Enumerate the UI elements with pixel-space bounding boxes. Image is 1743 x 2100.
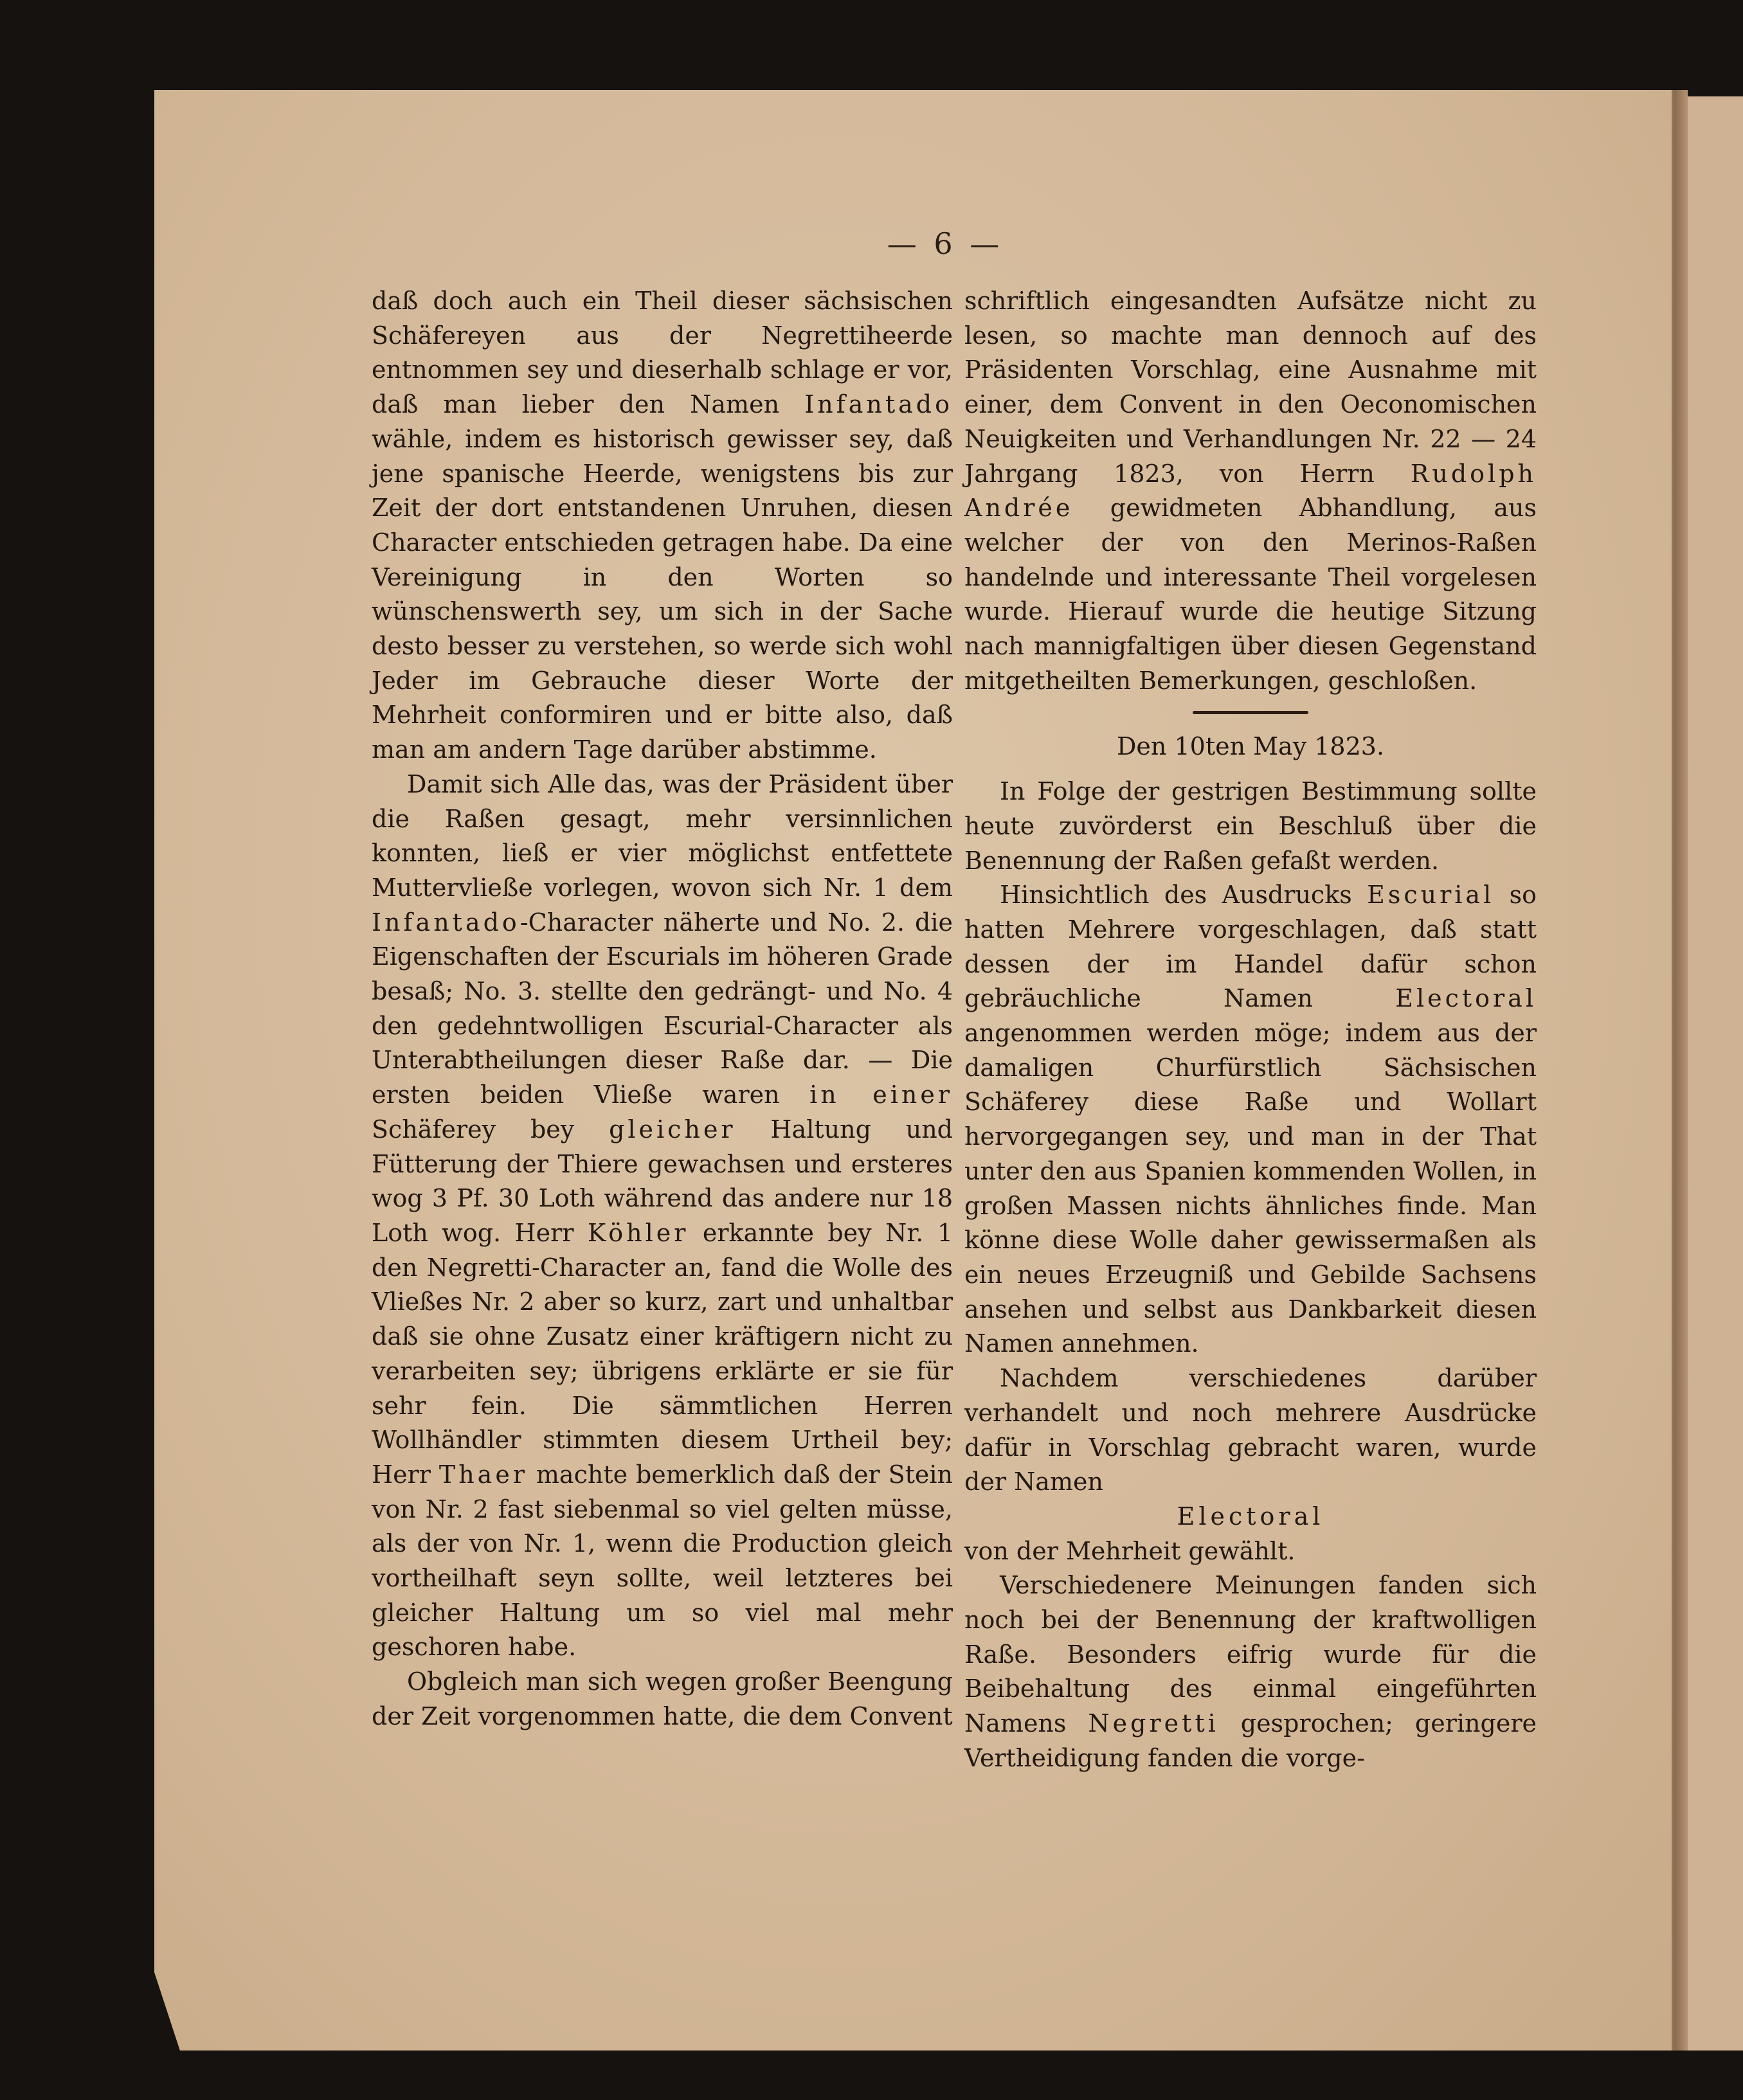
right-paragraph-3: Hinsichtlich des Ausdrucks Escurial so hatten Mehrere vorgeschlagen, daß statt dessen der im Handel dafür schon gebräuchliche Namen Electoral angenommen werden möge; indem aus der damaligen Churfürstlich Sächsischen Schäferey diese Raße und Wollart hervorgegangen sey, und man in der That unter den aus Spanien kommenden Wollen, in großen Massen nichts ähnliches finde. Man könne diese Wolle daher gewissermaßen als ein neues Erzeugniß und Gebilde Sachsens ansehen und selbst aus Dankbarkeit diesen Namen annehmen. (964, 881, 1537, 1358)
emphasis-infantado: Infantado (804, 390, 953, 419)
right-paragraph-1: schriftlich eingesandten Aufsätze nicht zu lesen, so machte man dennoch auf des Präsidenten Vorschlag, eine Ausnahme mit einer, dem Convent in den Oeconomischen Neuigkeiten und Verhandlungen Nr. 22 — 24 Jahrgang 1823, von Herrn Rudolph Andrée gewidmeten Abhandlung, aus welcher der von den Merinos-Raßen handelnde und interessante Theil vorgelesen wurde. Hierauf wurde die heutige Sitzung nach mannigfaltigen über diesen Gegenstand mitgetheilten Bemerkungen, geschloßen. (964, 287, 1537, 695)
emphasis-in-einer: in einer (809, 1081, 953, 1109)
date-heading: Den 10ten May 1823. (1116, 732, 1385, 761)
emphasis-electoral: Electoral (1395, 984, 1537, 1013)
right-text-column (964, 284, 1537, 1776)
adjacent-page-edge (1684, 96, 1743, 2051)
left-paragraph-1: daß doch auch ein Theil dieser sächsischen Schäfereyen aus der Negrettiheerde entnommen sey und dieserhalb schlage er vor, daß man lieber den Namen Infantado wähle, indem es historisch gewisser sey, daß jene spanische Heerde, wenigstens bis zur Zeit der dort entstandenen Unruhen, diesen Character entschieden getragen habe. Da eine Vereinigung in den Worten so wünschenswerth sey, um sich in der Sache desto besser zu verstehen, so werde sich wohl Jeder im Gebrauche dieser Worte der Mehrheit conformiren und er bitte also, daß man am andern Tage darüber abstimme. (372, 287, 953, 764)
right-paragraph-4: Nachdem verschiedenes darüber verhandelt und noch mehrere Ausdrücke dafür in Vorschlag gebracht waren, wurde der Namen (964, 1364, 1537, 1496)
electoral-centered-word: Electoral (1177, 1502, 1324, 1530)
emphasis-thaer: Thaer (438, 1460, 528, 1489)
section-divider (1193, 711, 1308, 714)
emphasis-koehler: Köhler (587, 1218, 689, 1247)
emphasis-infantado-2: Infantado (372, 908, 520, 937)
left-paragraph-2: Damit sich Alle das, was der Präsident über die Raßen gesagt, mehr versinnlichen konnten, ließ er vier möglichst entfettete Muttervließe vorlegen, wovon sich Nr. 1 dem Infantado-Character näherte und No. 2. die Eigenschaften der Escurials im höheren Grade besaß; No. 3. stellte den gedrängt- und No. 4 den gedehntwolligen Escurial-Character als Unterabtheilungen dieser Raße dar. — Die ersten beiden Vließe waren in einer Schäferey bey gleicher Haltung und Fütterung der Thiere gewachsen und ersteres wog 3 Pf. 30 Loth während das andere nur 18 Loth wog. Herr Köhler erkannte bey Nr. 1 den Negretti-Character an, fand die Wolle des Vließes Nr. 2 aber so kurz, zart und unhaltbar daß sie ohne Zusatz einer kräftigern nicht zu verarbeiten sey; übrigens erklärte er sie für sehr fein. Die sämmtlichen Herren Wollhändler stimmten diesem Urtheil bey; Herr Thaer machte bemerklich daß der Stein von Nr. 2 fast siebenmal so viel gelten müsse, als der von Nr. 1, wenn die Production gleich vortheilhaft seyn sollte, weil letzteres bei gleicher Haltung um so viel mal mehr geschoren habe. (372, 769, 953, 1662)
emphasis-gleicher: gleicher (609, 1115, 736, 1144)
left-text-column (372, 284, 953, 1734)
right-paragraph-5: Verschiedenere Meinungen fanden sich noch bei der Benennung der kraftwolligen Raße. Besonders eifrig wurde für die Beibehaltung des einmal eingeführten Namens Negretti gesprochen; geringere Vertheidigung fanden die vorge- (964, 1571, 1537, 1772)
page-number: — 6 — (887, 226, 1004, 261)
right-paragraph-2: In Folge der gestrigen Bestimmung sollte heute zuvörderst ein Beschluß über die Benennung der Raßen gefaßt werden. (964, 777, 1537, 875)
emphasis-escurial: Escurial (1367, 881, 1495, 910)
right-paragraph-4-end: von der Mehrheit gewählt. (964, 1536, 1296, 1565)
left-paragraph-3: Obgleich man sich wegen großer Beengung der Zeit vorgenommen hatte, die dem Convent (372, 1667, 953, 1730)
emphasis-negretti: Negretti (1088, 1709, 1219, 1738)
emphasis-rudolph-andree: Rudolph Andrée (964, 459, 1537, 523)
